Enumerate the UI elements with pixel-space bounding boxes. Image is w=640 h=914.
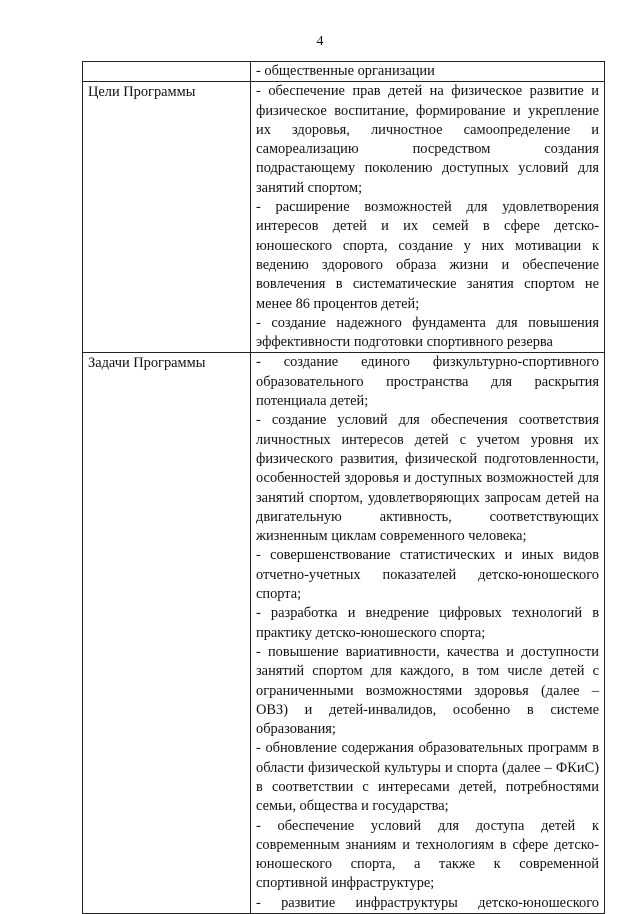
- table-row-participants: [83, 62, 605, 82]
- row-label-goals: Цели Программы: [83, 82, 251, 353]
- row-content-participants: [251, 62, 605, 82]
- table-row-tasks: [83, 353, 605, 914]
- list-item: - обеспечение условий для доступа детей к современным знаниям и технологиям в сфере детско-юношеского спорта, а также к современной спортивной инфраструктуре;: [256, 817, 599, 892]
- list-item: - расширение возможностей для удовлетворения интересов детей и их семей в сфере детско-юношеского спорта, создание у них мотивации к ведению здорового образа жизни и обеспечение вовлечения в систематические занятия спортом не менее 86 процентов детей;: [256, 199, 599, 312]
- row-content-tasks: [251, 353, 605, 914]
- list-item: - повышение вариативности, качества и доступности занятий спортом для каждого, в том числе детей с ограниченными возможностями здоровья (далее – ОВЗ) и детей-инвалидов, особенно в системе образования;: [256, 643, 599, 738]
- table-row-goals: [83, 82, 605, 353]
- list-item: - обеспечение прав детей на физическое развитие и физическое воспитание, формирование и укрепление их здоровья, личностное самоопределение и самореализацию посредством создания подрастающему поколению доступных условий для занятий спортом;: [256, 83, 599, 196]
- program-passport-table: [82, 61, 605, 914]
- list-item: - создание единого физкультурно-спортивного образовательного пространства для раскрытия потенциала детей;: [256, 354, 599, 410]
- list-item: - обновление содержания образовательных программ в области физической культуры и спорта (далее – ФКиС) в соответствии с интересами детей, потребностями семьи, общества и государства;: [256, 740, 599, 815]
- row-label-tasks: Задачи Программы: [83, 353, 251, 914]
- row-content-goals: [251, 82, 605, 353]
- row-label-empty: [83, 62, 251, 82]
- list-item: - развитие инфраструктуры детско-юношеского: [256, 894, 599, 911]
- list-item: - общественные организации: [256, 63, 435, 79]
- list-item: - создание условий для обеспечения соответствия личностных интересов детей с учетом уровня их физического развития, физической подготовленности, особенностей здоровья и доступных возможностей для занятий спортом, удовлетворяющих запросам детей на двигательную активность, соответствующих жизненным циклам современного человека;: [256, 412, 599, 545]
- list-item: - разработка и внедрение цифровых технологий в практику детско-юношеского спорта;: [256, 605, 599, 641]
- page-number: 4: [316, 34, 324, 49]
- list-item: - совершенствование статистических и иных видов отчетно-учетных показателей детско-юношеского спорта;: [256, 547, 599, 603]
- list-item: - создание надежного фундамента для повышения эффективности подготовки спортивного резерва: [256, 314, 599, 351]
